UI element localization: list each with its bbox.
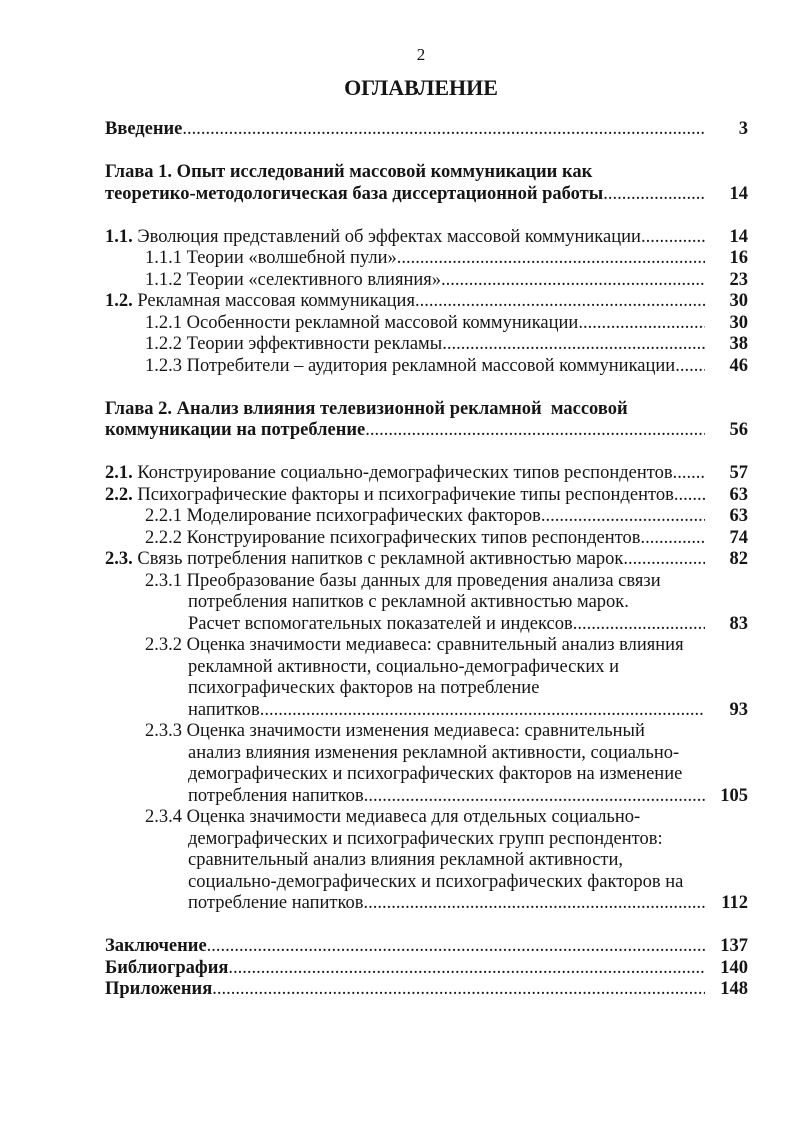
toc-entry-section-2-3 <box>105 549 748 571</box>
entry-title: 2.2.1 Моделирование психографических факторов <box>145 506 541 526</box>
section-number: 2.3. <box>105 549 133 569</box>
dot-leader <box>640 528 705 550</box>
toc-entry-line <box>105 721 748 743</box>
section-label: Рекламная массовая коммуникация <box>137 291 415 311</box>
toc-entry-line <box>105 786 748 808</box>
dot-leader <box>365 420 705 442</box>
toc-entry-line <box>105 635 748 657</box>
page-ref: 105 <box>720 785 748 806</box>
toc-entry-conclusion <box>105 936 748 958</box>
toc-entry-introduction <box>105 119 748 141</box>
toc-entry-section-2-3-4 <box>105 807 748 915</box>
toc-entry-chapter-2 <box>105 399 748 442</box>
entry-title <box>105 549 623 571</box>
toc-entry-section-2-1 <box>105 463 748 485</box>
dot-leader <box>212 979 705 1001</box>
page-ref: 46 <box>729 355 748 376</box>
spacer <box>105 205 748 227</box>
dot-leader <box>573 614 705 636</box>
entry-title: 2.3.3 Оценка значимости изменения медиавеса: сравнительный <box>145 721 645 741</box>
entry-title: 1.2.2 Теории эффективности рекламы <box>145 334 443 354</box>
page-ref: 82 <box>729 549 748 569</box>
toc-entry-line <box>105 829 748 851</box>
toc-entry-section-1-1-2 <box>105 270 748 292</box>
entry-title: напитков <box>188 699 260 720</box>
entry-title <box>105 485 674 507</box>
entry-title: Введение <box>105 119 183 139</box>
section-number: 1.2. <box>105 291 133 311</box>
entry-title: демографических и психографических факторов на изменение <box>188 764 683 784</box>
spacer <box>105 141 748 163</box>
entry-title: социально-демографических и психографических факторов на <box>188 871 684 892</box>
page-ref: 140 <box>720 957 748 978</box>
entry-title: демографических и психографических групп респондентов: <box>188 828 663 849</box>
spacer <box>105 377 748 399</box>
entry-title: Приложения <box>105 979 213 999</box>
section-label: Психографические факторы и психографичекие типы респондентов <box>137 484 674 505</box>
entry-title: Библиография <box>105 957 229 978</box>
entry-title: 1.1.2 Теории «селективного влияния» <box>145 269 442 290</box>
entry-title <box>105 291 415 313</box>
toc-entry-line <box>105 657 748 679</box>
toc-entry-section-1-2-1 <box>105 313 748 335</box>
page-ref: 83 <box>729 613 748 634</box>
dot-leader <box>415 291 705 313</box>
toc-entry-line <box>105 399 748 421</box>
page-ref: 112 <box>721 893 748 913</box>
page-ref: 30 <box>729 291 748 311</box>
page-ref: 148 <box>720 979 748 999</box>
dot-leader <box>207 936 705 958</box>
page-ref: 63 <box>729 484 748 505</box>
entry-title: 2.3.4 Оценка значимости медиавеса для отдельных социально- <box>145 807 641 827</box>
toc-entry-line <box>105 614 748 636</box>
entry-title: теоретико-методологическая база диссертационной работы <box>105 183 604 204</box>
toc-entry-section-2-2-1 <box>105 506 748 528</box>
page-ref: 3 <box>738 119 748 139</box>
page-ref: 16 <box>729 248 748 268</box>
entry-title: 1.2.3 Потребители – аудитория рекламной массовой коммуникации <box>145 355 676 376</box>
page-ref: 30 <box>729 312 748 333</box>
page-ref: 38 <box>729 334 748 354</box>
dot-leader <box>623 549 705 571</box>
dot-leader <box>364 893 706 915</box>
dot-leader <box>397 248 705 270</box>
dot-leader <box>228 958 705 980</box>
toc-entry-section-1-1-1 <box>105 248 748 270</box>
dot-leader <box>182 119 705 141</box>
toc-entry-line <box>105 162 748 184</box>
dot-leader <box>673 463 705 485</box>
page-ref: 74 <box>729 527 748 548</box>
toc-entry-line <box>105 184 748 206</box>
page-title: ОГЛАВЛЕНИЕ <box>344 75 498 100</box>
page-ref: 56 <box>729 420 748 440</box>
table-of-contents <box>105 119 748 1001</box>
entry-title: Глава 1. Опыт исследований массовой коммуникации как <box>105 162 593 182</box>
entry-title <box>105 463 673 485</box>
spacer <box>105 915 748 937</box>
page-ref: 57 <box>729 463 748 483</box>
section-number: 2.1. <box>105 463 133 483</box>
toc-entry-line <box>105 893 748 915</box>
toc-entry-line <box>105 872 748 894</box>
toc-entry-line <box>105 678 748 700</box>
section-label: Связь потребления напитков с рекламной активностью марок <box>137 549 624 569</box>
entry-title: Расчет вспомогательных показателей и индексов <box>188 613 573 634</box>
toc-entry-section-1-2-2 <box>105 334 748 356</box>
entry-title <box>105 227 641 249</box>
dot-leader <box>541 506 705 528</box>
toc-entry-section-1-2-3 <box>105 356 748 378</box>
toc-entry-line <box>105 743 748 765</box>
entry-title: 2.3.1 Преобразование базы данных для проведения анализа связи <box>145 570 661 591</box>
dot-leader <box>675 356 705 378</box>
toc-entry-section-2-3-2 <box>105 635 748 721</box>
toc-entry-appendices <box>105 979 748 1001</box>
dot-leader <box>364 786 705 808</box>
dot-leader <box>442 334 705 356</box>
dot-leader <box>674 485 705 507</box>
dot-leader <box>441 270 705 292</box>
dot-leader <box>603 184 705 206</box>
entry-title: психографических факторов на потребление <box>188 678 540 698</box>
page-ref: 23 <box>729 269 748 290</box>
entry-title: сравнительный анализ влияния рекламной активности, <box>188 850 624 870</box>
entry-title: 2.2.2 Конструирование психографических типов респондентов <box>145 527 641 548</box>
toc-entry-section-2-2 <box>105 485 748 507</box>
toc-entry-section-2-2-2 <box>105 528 748 550</box>
entry-title: потребления напитков с рекламной активностью марок. <box>188 592 629 612</box>
entry-title: потребления напитков <box>188 785 364 806</box>
dot-leader <box>260 700 705 722</box>
page-ref: 63 <box>729 506 748 526</box>
entry-title: Заключение <box>105 936 207 956</box>
toc-entry-line <box>105 807 748 829</box>
toc-entry-section-1-1 <box>105 227 748 249</box>
entry-title: 2.3.2 Оценка значимости медиавеса: сравнительный анализ влияния <box>145 635 684 655</box>
page-ref: 93 <box>729 699 748 720</box>
toc-entry-bibliography <box>105 958 748 980</box>
toc-entry-line <box>105 700 748 722</box>
toc-entry-section-2-3-3 <box>105 721 748 807</box>
entry-title: потребление напитков <box>188 893 364 913</box>
page-ref: 14 <box>729 183 748 204</box>
entry-title: коммуникации на потребление <box>105 420 366 440</box>
entry-title: рекламной активности, социально-демографических и <box>188 656 619 677</box>
page-ref: 14 <box>729 226 748 247</box>
spacer <box>105 442 748 464</box>
page-ref: 137 <box>720 936 748 956</box>
toc-entry-line <box>105 592 748 614</box>
toc-entry-line <box>105 850 748 872</box>
entry-title: 1.1.1 Теории «волшебной пули» <box>145 248 397 268</box>
toc-entry-section-1-2 <box>105 291 748 313</box>
toc-entry-line <box>105 764 748 786</box>
dot-leader <box>578 313 705 335</box>
toc-entry-line <box>105 571 748 593</box>
page-number: 2 <box>416 45 426 64</box>
section-label: Эволюция представлений об эффектах массовой коммуникации <box>137 226 641 247</box>
toc-entry-section-2-3-1 <box>105 571 748 636</box>
dot-leader <box>641 227 705 249</box>
toc-entry-line <box>105 420 748 442</box>
section-number: 2.2. <box>105 484 133 505</box>
entry-title: анализ влияния изменения рекламной активности, социально- <box>188 742 680 763</box>
entry-title: 1.2.1 Особенности рекламной массовой коммуникации <box>145 312 579 333</box>
section-label: Конструирование социально-демографических типов респондентов <box>137 463 673 483</box>
toc-entry-chapter-1 <box>105 162 748 205</box>
entry-title: Глава 2. Анализ влияния телевизионной рекламной массовой <box>105 398 628 419</box>
section-number: 1.1. <box>105 226 133 247</box>
